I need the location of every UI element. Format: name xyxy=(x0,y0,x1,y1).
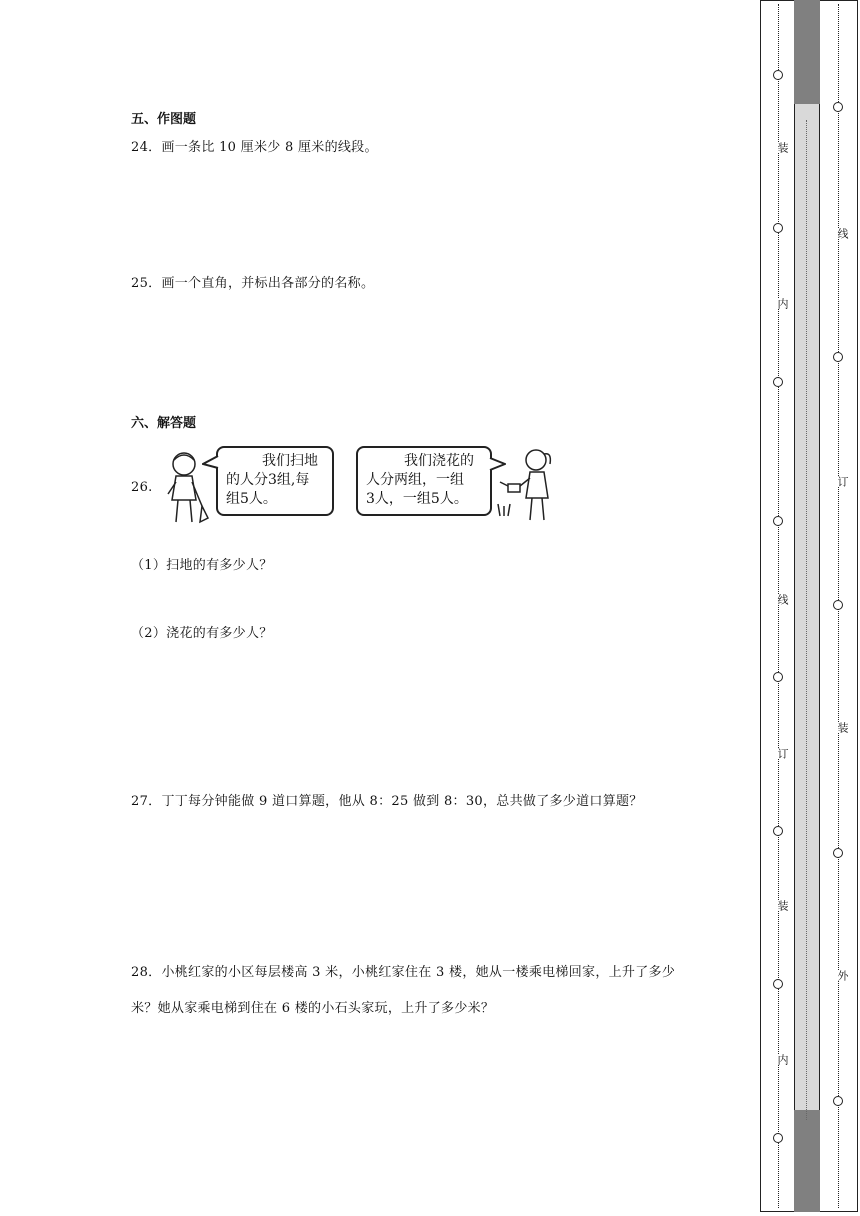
question-27: 27．丁丁每分钟能做 9 道口算题，他从 8：25 做到 8：30，总共做了多少道口算题？ xyxy=(131,794,643,809)
binding-hole-icon xyxy=(773,70,783,80)
inner-dotted-line xyxy=(778,4,779,1208)
binding-margin xyxy=(758,0,860,1216)
bubble-watering-line-2: 人分两组，一组 xyxy=(366,472,464,488)
binding-label-ding: 订 xyxy=(776,748,789,759)
speech-bubble-sweeping xyxy=(216,446,334,516)
info-strip-dotted-line xyxy=(806,120,807,1120)
binding-label-zhuang: 装 xyxy=(776,142,789,153)
binding-label-nei: 内 xyxy=(776,1054,789,1065)
binding-label-nei: 内 xyxy=(776,298,789,309)
watering-child-illustration xyxy=(494,444,556,524)
speech-bubble-watering xyxy=(356,446,492,516)
binding-label-zhuang: 装 xyxy=(836,722,849,733)
bubble-sweeping-line-2: 的人分3组,每 xyxy=(226,472,310,488)
binding-label-xian: 线 xyxy=(776,594,789,605)
question-26-part-1: （1）扫地的有多少人？ xyxy=(131,558,273,573)
question-25: 25．画一个直角，并标出各部分的名称。 xyxy=(131,276,375,291)
binding-hole-icon xyxy=(833,102,843,112)
question-28-line-1: 28．小桃红家的小区每层楼高 3 米，小桃红家住在 3 楼，她从一楼乘电梯回家，上升了多少 xyxy=(131,965,676,980)
bubble-watering-line-1: 我们浇花的 xyxy=(404,453,474,469)
binding-hole-icon xyxy=(773,516,783,526)
info-strip-dark-bottom xyxy=(794,1110,820,1212)
binding-hole-icon xyxy=(833,600,843,610)
bubble-sweeping-line-3: 组5人。 xyxy=(226,491,277,507)
binding-hole-icon xyxy=(833,352,843,362)
binding-hole-icon xyxy=(773,979,783,989)
binding-hole-icon xyxy=(833,1096,843,1106)
binding-label-wai: 外 xyxy=(836,970,849,981)
binding-hole-icon xyxy=(833,848,843,858)
binding-hole-icon xyxy=(773,826,783,836)
binding-hole-icon xyxy=(773,1133,783,1143)
bubble-sweeping-tail xyxy=(202,454,220,472)
section-title-solve: 六、解答题 xyxy=(131,416,197,431)
binding-label-ding: 订 xyxy=(836,476,849,487)
binding-hole-icon xyxy=(773,672,783,682)
binding-label-xian: 线 xyxy=(836,228,849,239)
info-strip-dark-top xyxy=(794,0,820,104)
info-strip xyxy=(794,0,820,1212)
question-26-number: 26. xyxy=(131,480,153,495)
binding-hole-icon xyxy=(773,223,783,233)
question-28-line-2: 米？她从家乘电梯到住在 6 楼的小石头家玩，上升了多少米？ xyxy=(131,1001,495,1016)
bubble-watering-line-3: 3人，一组5人。 xyxy=(366,491,468,507)
question-24: 24．画一条比 10 厘米少 8 厘米的线段。 xyxy=(131,140,378,155)
bubble-sweeping-line-1: 我们扫地 xyxy=(262,453,318,469)
section-title-drawing: 五、作图题 xyxy=(131,112,197,127)
binding-label-zhuang: 装 xyxy=(776,900,789,911)
question-26-part-2: （2）浇花的有多少人？ xyxy=(131,626,273,641)
binding-hole-icon xyxy=(773,377,783,387)
